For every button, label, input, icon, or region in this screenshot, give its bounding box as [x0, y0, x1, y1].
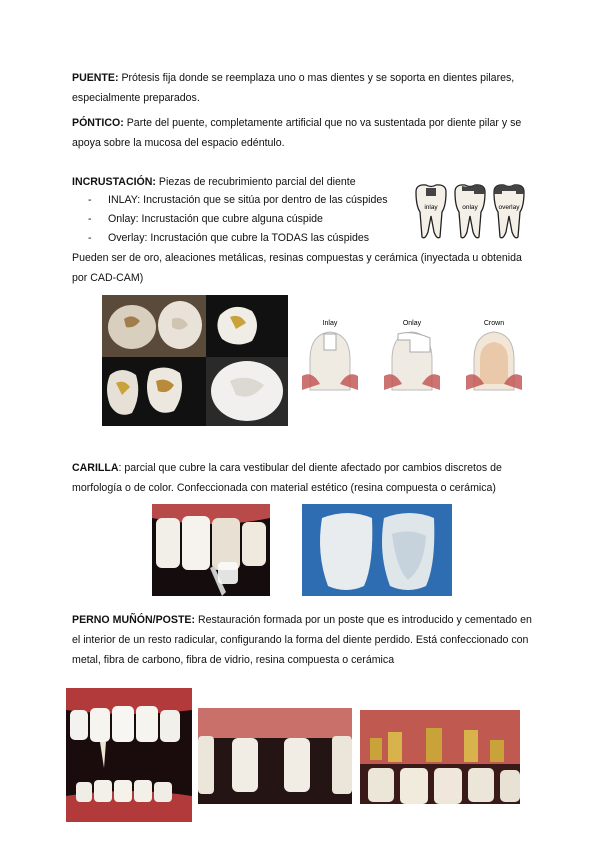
carilla-term: CARILLA — [72, 462, 119, 474]
pontico-term: PÓNTICO: — [72, 117, 124, 129]
post-smile-photo — [66, 688, 192, 822]
bullet-overlay: - Overlay: Incrustación que cubre la TODAS las cúspides — [88, 232, 370, 244]
svg-text:Onlay: Onlay — [402, 320, 422, 327]
svg-text:onlay: onlay — [462, 204, 478, 211]
svg-text:Inlay: Inlay — [322, 320, 338, 327]
puente-term: PUENTE: — [72, 72, 119, 84]
incrustacion-text: Piezas de recubrimiento parcial del diente — [155, 176, 356, 188]
perno-term: PERNO MUÑÓN/POSTE: — [72, 614, 196, 626]
carilla-paragraph — [72, 458, 532, 498]
diagram-crown — [466, 320, 522, 390]
puente-text: Prótesis fija donde se reemplaza uno o mas dientes y se soporta en dientes pilares, especialmente preparados. — [72, 72, 515, 104]
restoration-types-diagram — [300, 314, 526, 392]
tooth-overlay-icon — [494, 185, 524, 238]
tooth-types-illustration — [412, 182, 530, 242]
incrustacion-materials: Pueden ser de oro, aleaciones metálicas, resinas compuestas y cerámica (inyectada u obtenida por CAD-CAM) — [72, 252, 522, 284]
pontico-paragraph — [72, 113, 532, 153]
veneers-blue-photo — [302, 504, 452, 596]
diagram-inlay — [302, 320, 358, 390]
perno-paragraph — [72, 610, 532, 670]
tooth-inlay-icon — [416, 185, 446, 238]
diagram-onlay — [384, 320, 440, 390]
carilla-text: : parcial que cubre la cara vestibular del diente afectado por cambios discretos de morfología o de color. Confeccionada con material estético (resina compuesta o cerámica) — [72, 462, 502, 494]
perno-text: Restauración formada por un poste que es introducido y cementado en el interior de un resto radicular, configurando la forma del diente perdido. Está confeccionado con metal, fibra de carbono, fibra de vidrio, resina compuesta o cerámica — [72, 614, 532, 666]
incrustacion-term: INCRUSTACIÓN: — [72, 176, 156, 188]
tooth-onlay-icon — [455, 185, 485, 238]
veneer-placement-photo — [152, 504, 270, 596]
pontico-text: Parte del puente, completamente artificial que no va sustentada por diente pilar y se apoya sobre la mucosa del espacio edéntulo. — [72, 117, 522, 149]
gold-posts-photo — [360, 710, 520, 804]
prepared-teeth-photo — [198, 708, 352, 804]
inlay-photos-collage — [102, 295, 288, 426]
bullet-inlay: - INLAY: Incrustación que se sitúa por dentro de las cúspides — [88, 194, 388, 206]
svg-text:overlay: overlay — [498, 204, 520, 211]
bullet-onlay: - Onlay: Incrustación que cubre alguna cúspide — [88, 213, 323, 225]
svg-text:Crown: Crown — [483, 320, 505, 327]
svg-text:inlay: inlay — [424, 204, 438, 211]
puente-paragraph — [72, 68, 532, 108]
